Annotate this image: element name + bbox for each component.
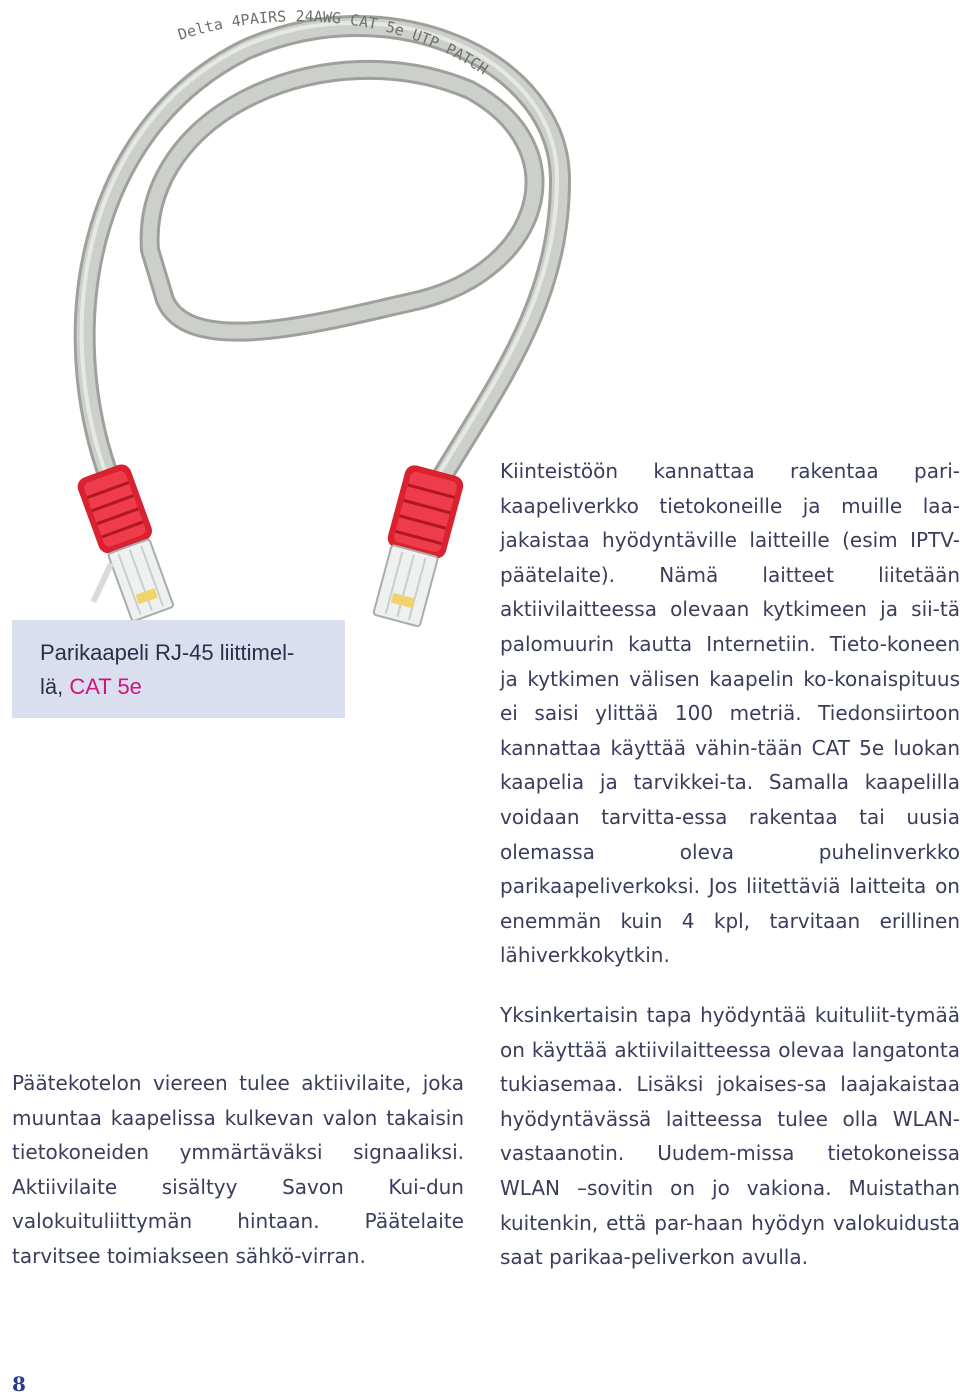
caption-prefix: lä, <box>40 674 70 699</box>
caption-line-2 <box>40 670 331 704</box>
paragraph-cable-network: Kiinteistöön kannattaa rakentaa pari-kaapeliverkko tietokoneille ja muille laa-jakaistaa hyödyntäville laitteille (esim IPTV-päätelaite). Nämä laitteet liitetään aktiivilaitteessa olevaan kytkimeen ja sii-tä palomuurin kautta Internetiin. Tieto-koneen ja kytkimen välisen kaapelin ko-konaispituus ei saisi ylittää 100 metriä. Tiedonsiirtoon kannattaa käyttää vähin-tään CAT 5e luokan kaapelia ja tarvikkei-ta. Samalla kaapelilla voidaan tarvitta-essa rakentaa tai uusia olemassa oleva puhelinverkko parikaapeliverkoksi. Jos liitettäviä laitteita on enemmän kuin 4 kpl, tarvitaan erillinen lähiverkkokytkin. <box>500 459 960 968</box>
figure-caption <box>12 620 345 718</box>
paragraph-wireless: Yksinkertaisin tapa hyödyntää kuituliit-tymää on käyttää aktiivilaitteessa olevaa langatonta tukiasemaa. Lisäksi jokaises-sa laajakaistaa hyödyntävässä laitteessa tulee olla WLAN-vastaanotin. Uudem-missa tietokoneissa WLAN –sovitin on jo vakiona. Muistathan kuitenkin, että par-haan hyödyn valokuidusta saat parikaa-peliverkon avulla. <box>500 1003 960 1270</box>
caption-accent-cat5e: CAT 5e <box>69 674 142 699</box>
page-number: 8 <box>12 1372 26 1396</box>
paragraph-active-device: Päätekotelon viereen tulee aktiivilaite, joka muuntaa kaapelissa kulkevan valon takaisin tietokoneiden ymmärtäväksi signaaliksi. Aktiivilaite sisältyy Savon Kui-dun valokuituliittymän hintaan. Päätelaite tarvitsee toimiakseen sähkö-virran. <box>12 1071 464 1268</box>
cable-print-text: Delta 4PAIRS 24AWG CAT 5e UTP PATCH <box>175 7 492 79</box>
left-rj45-connector <box>52 462 179 632</box>
caption-line-1: Parikaapeli RJ-45 liittimel- <box>40 640 295 665</box>
cable-inner-loop <box>150 70 535 332</box>
right-rj45-connector <box>367 463 465 628</box>
